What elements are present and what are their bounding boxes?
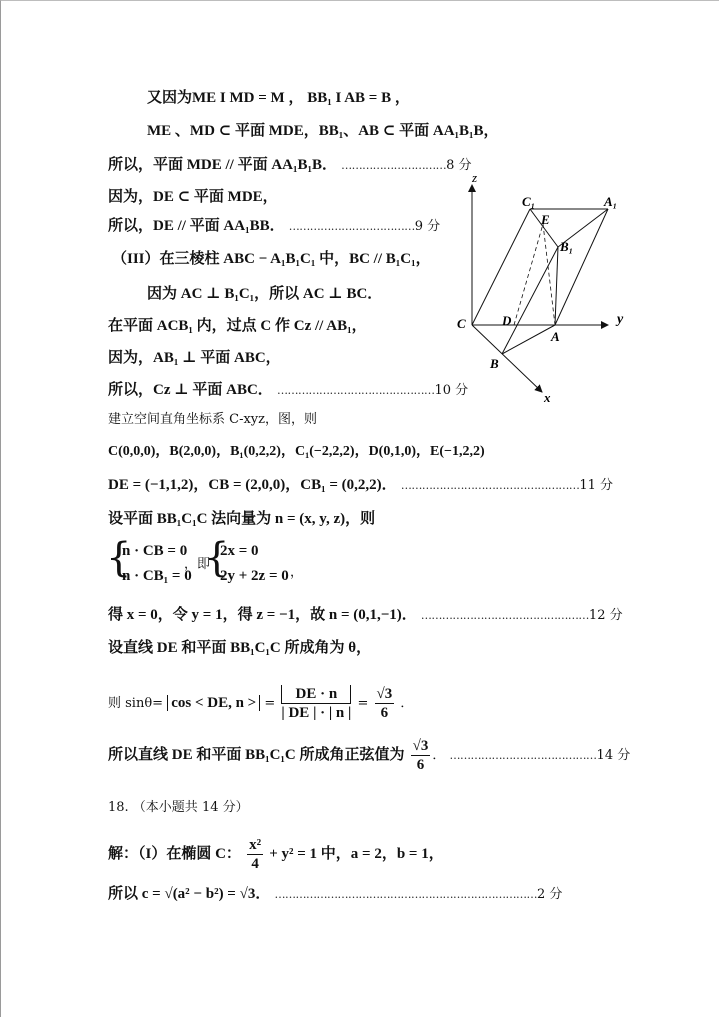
score: 9 分 [414, 219, 441, 234]
line-4: 因为，DE ⊂ 平面 MDE， [108, 189, 278, 205]
line-7: 因为 AC ⊥ B₁C₁，所以 AC ⊥ BC． [147, 286, 383, 302]
line-13 [108, 475, 613, 496]
label-A: A [551, 329, 560, 344]
system-end: ， [290, 565, 304, 580]
leader-dots: …………………………………… [449, 749, 597, 762]
ellipse-numerator: x² [249, 837, 262, 853]
leader-dots: ……………………………………… [276, 384, 435, 397]
solution-text: 得 x = 0，令 y = 1，得 z = −1，故 n = (0,1,−1)． [108, 607, 417, 623]
vectors-text: DE = (−1,1,2)，CB = (2,0,0)，CB₁ = (0,2,2)． [108, 477, 397, 493]
line-10 [108, 380, 468, 401]
ellipse-rest: + y² = 1 中，a = 2，b = 1， [269, 846, 444, 862]
system-2a: 2x = 0 [220, 543, 259, 559]
score: 10 分 [434, 383, 469, 398]
system-1b: n · CB₁ = 0 [122, 568, 192, 584]
line-19 [108, 735, 630, 775]
label-x: x [544, 390, 551, 405]
left-brace: { [106, 535, 132, 581]
sin-formula [108, 678, 413, 728]
problem-18-heading: 18. （本小题共 14 分） [108, 800, 249, 815]
label-E: E [541, 212, 550, 227]
ellipse-fraction [247, 836, 263, 873]
conclusion-numerator: √3 [412, 738, 429, 754]
label-B: B [490, 356, 499, 371]
score: 11 分 [579, 478, 613, 493]
score: 8 分 [446, 158, 472, 173]
line-3-text: 所以，平面 MDE // 平面 AA₁B₁B． [108, 157, 337, 173]
leader-dots: ………………………… [341, 159, 447, 172]
dashed-EA [543, 224, 555, 325]
line-14: 设平面 BB₁C₁C 法向量为 n = (x, y, z)，则 [108, 511, 376, 527]
line-21 [108, 834, 444, 874]
line-11: 建立空间直角坐标系 C-xyz，图，则 [108, 412, 317, 427]
end-punct: ． [400, 696, 414, 711]
system-1a: n · CB = 0 [122, 543, 188, 559]
leader-dots: ………………………………………………………………… [274, 888, 537, 901]
line-1: 又因为ME I MD = M ， BB₁ I AB = B ， [147, 90, 410, 106]
edge-B1B [502, 247, 558, 354]
ellipse-denominator: 4 [251, 856, 259, 872]
line-3 [108, 155, 472, 176]
fraction-main [281, 685, 351, 722]
leader-dots: ………………………………………… [420, 609, 589, 622]
end-punct: ． [432, 748, 446, 763]
label-A1: A₁ [604, 194, 618, 209]
abs-cos: cos < DE, n > [167, 695, 260, 711]
leader-dots: …………………………………………… [400, 479, 580, 492]
label-y: y [617, 312, 624, 327]
conclusion-denominator: 6 [416, 757, 425, 773]
sin-prefix: 则 sinθ= [108, 696, 164, 711]
line-22 [108, 884, 562, 905]
label-B1: B₁ [560, 239, 574, 254]
edge-CC1 [472, 209, 530, 325]
label-D: D [502, 313, 512, 328]
line-5-text: 所以，DE // 平面 AA₁BB． [108, 218, 285, 234]
x-axis [472, 325, 542, 392]
system-mid: ，即 [184, 557, 211, 572]
conclusion-text: 所以直线 DE 和平面 BB₁C₁C 所成角正弦值为 [108, 747, 405, 763]
line-8: 在平面 ACB₁ 内，过点 C 作 Cz // AB₁， [108, 318, 367, 334]
line-9: 因为，AB₁ ⊥ 平面 ABC， [108, 350, 281, 366]
leader-dots: ……………………………… [288, 220, 415, 233]
system-2b: 2y + 2z = 0 [220, 568, 289, 584]
fraction-numerator: DE · n [281, 685, 351, 704]
line-16 [108, 605, 623, 626]
eq-sign-2: = [357, 696, 369, 711]
label-C1: C₁ [522, 194, 536, 209]
line-5 [108, 216, 440, 237]
left-brace-2: { [204, 535, 230, 581]
score: 12 分 [588, 608, 623, 623]
label-C: C [457, 316, 466, 331]
result-numerator: √3 [376, 686, 393, 702]
line-17: 设直线 DE 和平面 BB₁C₁C 所成角为 θ， [108, 640, 372, 656]
ellipse-intro: 解：（I）在椭圆 C： [108, 846, 241, 862]
eq-sign: = [264, 696, 276, 711]
score: 14 分 [596, 748, 631, 763]
c-value-text: 所以 c = √(a² − b²) = √3． [108, 886, 271, 902]
coordinates-line: C(0,0,0)，B(2,0,0)，B₁(0,2,2)，C₁(−2,2,2)，D(0,1,0)，E(−1,2,2) [108, 444, 485, 459]
prism-figure [450, 160, 650, 410]
edge-B1A [555, 247, 558, 325]
fraction-denominator: | DE | · | n | [281, 705, 352, 721]
line-10-text: 所以，Cz ⊥ 平面 ABC． [108, 382, 273, 398]
edge-A1A [555, 209, 608, 325]
fraction-result [375, 685, 395, 722]
result-denominator: 6 [380, 705, 389, 721]
conclusion-fraction [411, 737, 431, 774]
label-z: z [472, 170, 478, 185]
line-2: ME 、MD ⊂ 平面 MDE，BB₁、AB ⊂ 平面 AA₁B₁B， [147, 123, 499, 139]
dashed-DE [514, 224, 543, 325]
score: 2 分 [536, 887, 563, 902]
line-6: （III）在三棱柱 ABC − A₁B₁C₁ 中，BC // B₁C₁， [112, 251, 431, 267]
